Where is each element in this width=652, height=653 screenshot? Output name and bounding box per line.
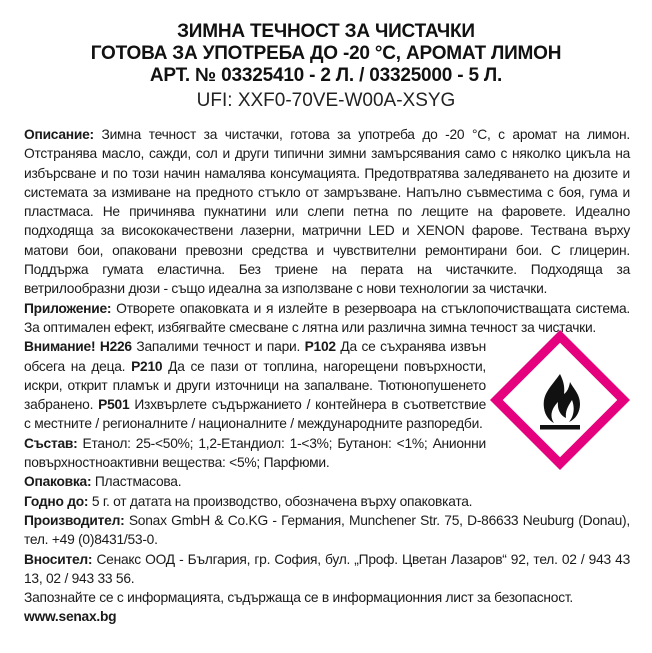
description-section xyxy=(24,125,630,299)
composition-text: Етанол: 25-<50%; 1,2-Етандиол: 1-<3%; Бутанон: <1%; Анионни повърхностноактивни вещества: <5%; Парфюми. xyxy=(24,435,486,471)
packaging-text: Пластмасова. xyxy=(91,474,182,490)
ufi-code: UFI: XXF0-70VE-W00A-XSYG xyxy=(196,90,456,111)
description-label: Описание: xyxy=(24,127,94,142)
p501-code: P501 xyxy=(98,397,130,413)
product-subtitle: ГОТОВА ЗА УПОТРЕБА ДО -20 °С, АРОМАТ ЛИМОН xyxy=(90,43,562,64)
packaging-label: Опаковка: xyxy=(24,474,92,490)
manufacturer-label: Производител: xyxy=(24,512,125,528)
packaging-section xyxy=(24,472,630,491)
application-label: Приложение: xyxy=(24,300,112,316)
shelf-life-text: 5 г. от датата на производство, обозначена върху опаковката. xyxy=(88,493,473,509)
importer-label: Вносител: xyxy=(24,551,93,567)
flammable-icon xyxy=(490,330,630,470)
importer-text: Сенакс ООД - България, гр. София, бул. „Проф. Цветан Лазаров“ 92, тел. 02 / 943 43 13, 02 / 943 33 56. xyxy=(24,551,630,586)
p210-code: P210 xyxy=(131,358,163,374)
manufacturer-section xyxy=(24,511,630,550)
p102-code: P102 xyxy=(304,339,336,355)
warning-section xyxy=(24,337,486,433)
product-title: ЗИМНА ТЕЧНОСТ ЗА ЧИСТАЧКИ xyxy=(177,21,475,42)
application-text: Отворете опаковката и я излейте в резервоара на стъклопочистващата система. За оптимален ефект, избягвайте смесване с лятна или различна зимна течност за чистачки. xyxy=(24,300,630,335)
importer-section xyxy=(24,550,630,589)
warning-label: Внимание! H226 xyxy=(24,339,132,355)
composition-section xyxy=(24,434,486,473)
website-link[interactable]: www.senax.bg xyxy=(24,609,117,625)
description-text: Зимна течност за чистачки, готова за употреба до -20 °С, с аромат на лимон. Отстранява масло, сажди, сол и други типични зимни замърсявания само с няколко цикъла на избърсване и по този начин намалява консумацията. Предотвратява заледяването на дюзите и системата за измиване на предното стъкло от замръзване. Напълно съвместима с боя, гума и пластмаса. Не причинява пукнатини или слепи петна по лещите на фаровете. Идеално подходяща за висококачествени лазерни, матрични LED и XENON фарове. Тествана върху матови бои, опаковани превозни средства и чувствителни ремонтирани бои. С глицерин. Поддържа гумата еластична. Без триене на перата на чистачките. Подходяща за ветрилообразни дюзи - също идеална за използване с нови технологии за чистачки. xyxy=(24,127,630,297)
composition-label: Състав: xyxy=(24,435,78,451)
h226-text: Запалими течност и пари. xyxy=(131,339,305,355)
shelf-life-section xyxy=(24,492,630,511)
p210-text: Да се пази от топлина, нагорещени повърхности, искри, открит пламък и други източници на запалване. Тютюнопушенето забранено. xyxy=(24,358,486,413)
manufacturer-text: Sonax GmbH & Co.KG - Германия, Munchener Str. 75, D-86633 Neuburg (Donau), тел. +49 (0)8431/53-0. xyxy=(24,512,630,548)
safety-note: Запознайте се с информацията, съдържаща се в информационния лист за безопасност. xyxy=(24,590,573,606)
p102-text: Да се съхранява извън обсега на деца. xyxy=(24,339,486,374)
flame-base-line xyxy=(540,425,580,430)
article-numbers: АРТ. № 03325410 - 2 Л. / 03325000 - 5 Л. xyxy=(149,65,503,86)
p501-text: Изхвърлете съдържанието / контейнера в съответствие с местните / регионалните / националните / международните разпоредби. xyxy=(24,397,486,432)
shelf-life-label: Годно до: xyxy=(24,493,89,509)
